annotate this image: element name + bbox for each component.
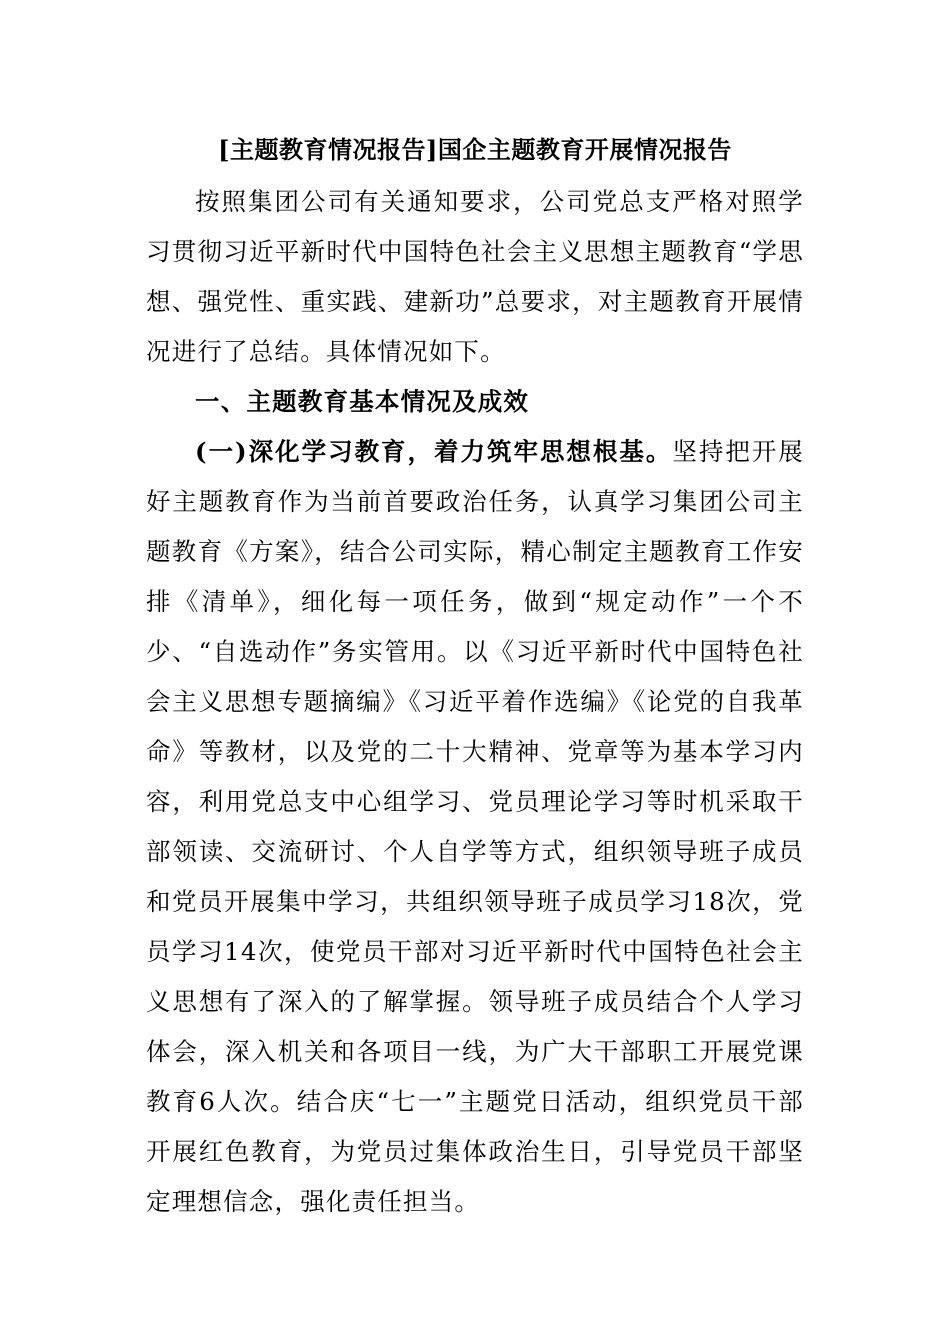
subsection-body: 坚持把开展好主题教育作为当前首要政治任务，认真学习集团公司主题教育《方案》，结合公司实际，精心制定主题教育工作安排《清单》，细化每一项任务，做到“规定动作”一个不少、“自选动作”务实管用。以《习近平新时代中国特色社会主义思想专题摘编》《习近平着作选编》《论党的自我革命》等教材，以及党的二十大精神、党章等为基本学习内容，利用党总支中心组学习、党员理论学习等时机采取干部领读、交流研讨、个人自学等方式，组织领导班子成员和党员开展集中学习，共组织领导班子成员学习18次，党员学习14次，使党员干部对习近平新时代中国特色社会主义思想有了深入的了解掌握。领导班子成员结合个人学习体会，深入机关和各项目一线，为广大干部职工开展党课教育6人次。结合庆“七一”主题党日活动，组织党员干部开展红色教育，为党员过集体政治生日，引导党员干部坚定理想信念，强化责任担当。 (146, 437, 805, 1216)
subsection-paragraph (146, 427, 804, 1227)
document-title: [主题教育情况报告]国企主题教育开展情况报告 (218, 135, 732, 164)
subsection-lead: (一)深化学习教育，着力筑牢思想根基。 (195, 437, 673, 466)
section-heading: 一、主题教育基本情况及成效 (195, 387, 530, 416)
document-body (146, 177, 804, 1227)
intro-paragraph: 按照集团公司有关通知要求，公司党总支严格对照学习贯彻习近平新时代中国特色社会主义思想主题教育“学思想、强党性、重实践、建新功”总要求，对主题教育开展情况进行了总结。具体情况如下。 (146, 187, 804, 366)
